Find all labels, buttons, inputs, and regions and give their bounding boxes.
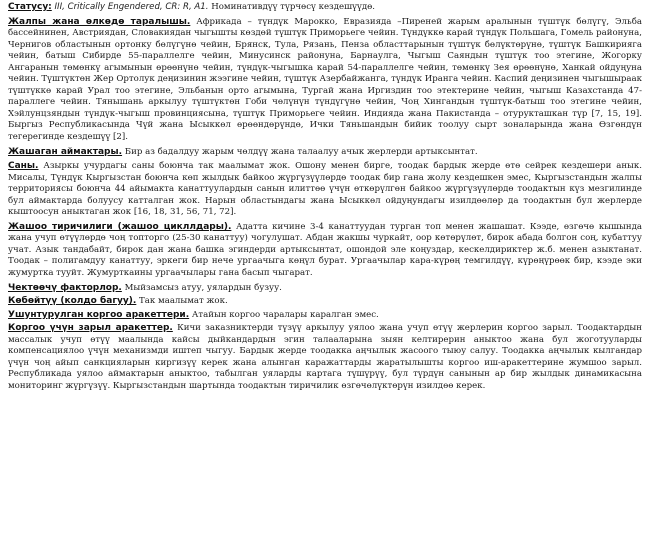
section-text: Адатта кичине 3-4 канаттуудан турган топ менен жашашат. Кээде, өзгөчө кышында жана учуп өтүүлөрдө чоң топторго (25-30 канаттуу) чогулушат. Абдан жакшы чуркайт, оор көтөрүлөт, бирок абада болгон соң, кубаттуу учат. Азык тандабайт, бирок дан жана башка эгиндерди артыксынтат, ошондой эле коңуздар, кескелдириктер ж.б. менен азыктанат. Тоодак – полигамдуу канаттуу, эркеги бир нече ургаачыга көңүл бурат. Ургаачылар кара-күрөң темгилдүү, күрөңүрөөк бир, кээде эки жумуртка тууйт. Жумурткаины ургаачылары гана басып чыгарат. <box>8 221 642 279</box>
section-abundance <box>8 161 642 219</box>
section-text: Атайын коргоо чаралары каралган эмес. <box>191 309 379 320</box>
status-line <box>8 2 642 14</box>
status-note: Номинативдүү түрчөсү кездешүүдө. <box>211 2 376 12</box>
status-value: III, Critically Engendered, CR: R, A1. <box>54 2 209 12</box>
section-heading: Коргоо үчүн зарыл аракеттер. <box>8 323 173 334</box>
section-text: Бир аз бадалдуу жарым чөлдүү жана талаалуу ачык жерлерди артыксынтат. <box>124 146 478 157</box>
section-life-cycle <box>8 222 642 280</box>
section-text: Мыйзамсыз атуу, уялардын бузуу. <box>124 282 282 293</box>
status-heading: Статусу: <box>8 2 52 12</box>
section-heading: Көбөйтүү (колдо багуу). <box>8 296 137 307</box>
section-text: Так маалымат жок. <box>139 296 228 307</box>
section-heading: Жашоо тиричилиги (жашоо цикллдары). <box>8 221 232 232</box>
section-protection-measures <box>8 310 642 322</box>
section-text: Азыркы учурдагы саны боюнча так маалымат жок. Ошону менен бирге, тоодак бардык жерде өтө сейрек кездешери анык. Мисалы, Түндүк Кыргызстан боюнча көп жылдык байкоо жүргүзүүлөрдө тоодак бир гана жолу кездешкен эмес, Кыргызстандын жалпы территориясы боюнча 44 айымакта канаттуулардын санын илиттөө үчүн өткөрүлгөн байкоо жүргүзүүлөрдө тоодактын күз мезгилинде бул аймактарда болуусу катталган жок. Нарын областындагы жана Ысыккөл ойдуңундагы изилдөөлөр да тоодактын бул жерлерде кыштоосун аныктаган жок [16, 18, 31, 56, 71, 72]. <box>8 161 642 218</box>
section-heading: Жашаган аймактары. <box>8 146 123 157</box>
section-distribution <box>8 17 642 144</box>
section-heading: Ушунтурулган коргоо аракеттери. <box>8 309 190 320</box>
section-captive-breeding <box>8 296 642 308</box>
section-limiting-factors <box>8 283 642 295</box>
section-needed-actions <box>8 323 642 392</box>
section-text: Кичи заказниктерди түзүү аркылуу уялоо жана учуп өтүү жерлерин коргоо зарыл. Тоодактардын массалык учуп өтүү маалында кайсы дыйкандардын эгин талааларына зыян келтирерин аныктоо жана бул жоготууларды компенсациялоо үчүн механизмди иштеп чыгуу. Бардык жерде тоодакка аңчылык жасоого тыюу салуу. Тоодакка аңчылык кылгандар үчүн чоң айып санкцияларын киргизүү керек жана алынган каражаттарды жаратылышты коргоо иш-аракеттерине жумшоо зарыл. Республикада уялоо аймактарын аныктоо, табылган уяларды картага түшүрүү, бул түрдүн санынын ар бир жылдык динамикасына мониторинг жүргүзүү. Кыргызстандын шартында тоодактын тиричилик өзгөчөлүктөрүн изилдөө керек. <box>8 323 642 391</box>
section-heading: Чектөөчү факторлор. <box>8 282 122 293</box>
section-heading: Саны. <box>8 161 39 172</box>
section-text: Африкада – түндүк Марокко, Евразияда –Пиреней жарым аралынын түштүк бөлүгү, Эльба бассейнинен, Австриядан, Словакиядан чыгышты көздөй түштүк Приморьеге чейин. Түндүккө карай түндүк Польшага, Гомель районуна, Чернигов областынын ортонку бөлүгүнө чейин, Брянск, Тула, Рязань, Пенза областтарынын түштүк бөлүктөрүнө, түштүк Башкирияга чейин, батыш Сибирде 55-параллелге чейин, Минусинск районуна, Барнаулга, Чыгыш Саяндын түштүк тоо этегине, Жогорку Ангаранын төмөнкү агымынын өрөөнүнө чейин, түндүк-чыгышка карай 54-параллелге чейин, төмөнкү Зея өрөөнүнө, Ханкай ойдуңуна чейин. Түштүктөн Жер Ортолук деңизинин жээгине чейин, түштүк Азербайжанга, түндүк Иранга чейин. Каспий деңизинен чыгышыраак түштүккө карай Урал тоо этегине, Эльбанын орто агымына, Тургай жана Иргиздин тоо этектерине чейин, чыгыш Казахстанда 47-параллеге чейин. Тянышань аркылуу түштүктөн Гоби чөлүнүн түндүгүнө чейин, Чоң Хингандын түштүк-батыш тоо этегине чейин, Хэйлунцзяндын түндүк-чыгыш провинциясына, түштүк Приморьеге чейин. Индияда жана Пакистанда – отурукташкан түр [7, 15, 19]. Быргыз Республикасында Чүй жана Ысыккөл өрөөндөрүндө, Ички Тяньшандын бийик тоолуу сырт зоналарында жана Өзгөндүн тегерегинде кездешүү [2]. <box>8 16 642 143</box>
section-heading: Жалпы жана өлкөдө таралышы. <box>8 16 191 27</box>
section-habitat <box>8 147 642 159</box>
